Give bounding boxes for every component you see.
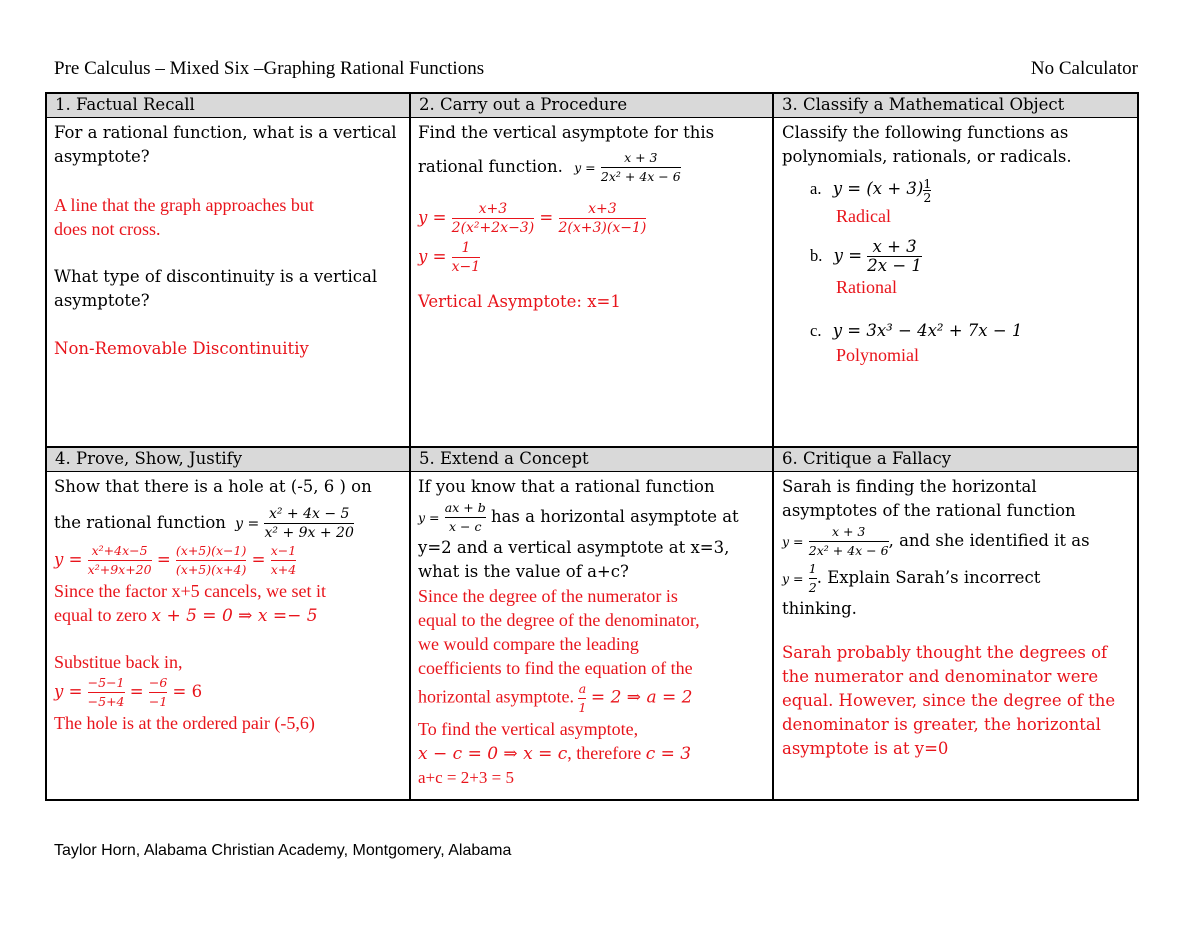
answer-1: Since the degree of the numerator is [418,586,678,606]
calculator-note: No Calculator [1030,58,1138,79]
answer-3: we would compare the leading [418,634,639,654]
answer-2: Non-Removable Discontinuitiy [54,339,309,358]
conclusion: The hole is at the ordered pair (-5,6) [54,713,315,733]
cell-6-body [782,475,1134,761]
question-4: what is the value of a+c? [418,562,629,581]
answer-4: coefficients to find the equation of the [418,658,693,678]
cell-5-heading: 5. Extend a Concept [411,448,772,472]
answer-7: x − c = 0 ⇒ x = c, therefore c = 3 [418,743,692,764]
substitution: y = $\frac{-5-1}{-5+4}$ = $\frac{-6}{-1}$ = 6 [54,675,203,709]
step-1: y = $\frac{\text{x²+4x−5}}{\text{x²+9x+20}}$ = $\frac{(x+5)(x-1)}{(x+5)(x+4)}$ = $\frac{x-1}{x+4}$ [54,543,297,577]
answer-5: horizontal asymptote. $\frac{a}{1}$ = 2 ⇒ a = 2 [418,681,693,715]
question-1b: asymptote? [54,147,150,166]
question: Find the vertical asymptote for this [418,123,715,142]
answer-b: Rational [836,277,897,297]
grid-right [1137,92,1139,801]
question-b: rational function. [418,157,563,176]
question: Classify the following functions as [782,123,1069,142]
question-1: For a rational function, what is a vertical [54,123,397,142]
cell-2-heading: 2. Carry out a Procedure [411,94,772,118]
reason-1: Since the factor x+5 cancels, we set it [54,581,327,601]
question: Show that there is a hole at (-5, 6 ) on [54,477,372,496]
cell-3-body [782,121,1134,367]
answer-1b: does not cross. [54,219,161,239]
step-2: y = $\frac{1}{x-1}$ [418,240,481,275]
question-b: the rational function [54,513,226,532]
grid-col1 [409,92,411,801]
question-3: y=2 and a vertical asymptote at x=3, [418,538,730,557]
answer-1: Sarah probably thought the degrees of [782,643,1108,662]
reason-3: Substitue back in, [54,652,183,672]
footer-credit: Taylor Horn, Alabama Christian Academy, Montgomery, Alabama [54,842,512,859]
cell-2-body: Find the vertical asymptote for this rational function. y = $\frac{x + 3}{\text{2x² + 4x − 6}}$ y = $\frac{x+3}{\text{2(x²+2x−3)}}$ = $\frac{x+3}{2(x+3)(x-1)}$ y = $\frac{1}{x-1}$ Vertical Asymptote: x=1 [418,121,768,314]
cell-1-heading: 1. Factual Recall [47,94,409,118]
answer-2: equal to the degree of the denominator, [418,610,700,630]
question-2b: asymptote? [54,291,150,310]
grid-col2 [772,92,774,801]
page-title: Pre Calculus – Mixed Six –Graphing Rational Functions [54,58,485,79]
reason-2: equal to zero x + 5 = 0 ⇒ x =− 5 [54,605,318,626]
answer-1: A line that the graph approaches but [54,195,314,215]
cell-6-heading: 6. Critique a Fallacy [774,448,1137,472]
given-function: $\frac{\text{x² + 4x − 5}}{\text{x² + 9x + 20}}$ [264,506,354,541]
cell-4-heading: 4. Prove, Show, Justify [47,448,409,472]
answer-2: the numerator and denominator were [782,667,1099,686]
grid-left [45,92,47,801]
question-guess: y = $\frac{1}{2}$ . Explain Sarah’s incorrect [782,561,1041,595]
question-2: asymptotes of the rational function [782,501,1076,520]
item-a: a. y = (x + 3) $^{\frac{1}{2}}$ [810,176,932,205]
grid-bottom [45,799,1139,801]
question-1: Sarah is finding the horizontal [782,477,1037,496]
question: If you know that a rational function [418,477,715,496]
item-b: b. y = $\frac{x + 3}{2x - 1}$ [810,237,922,275]
question-5: thinking. [782,599,857,618]
question-function: y = $\frac{ax + b}{x - c}$ has a horizontal asymptote at [418,500,739,534]
answer-a: Radical [836,206,891,226]
question-b: polynomials, rationals, or radicals. [782,147,1072,166]
given-function: $\frac{x + 3}{\text{2x² + 4x − 6}}$ [600,150,681,184]
item-c: c. y = 3x³ − 4x² + 7x − 1 [810,321,1023,340]
answer-c: Polynomial [836,345,920,365]
answer-8: a+c = 2+3 = 5 [418,768,514,787]
answer-6: To find the vertical asymptote, [418,719,639,739]
step-1: y = $\frac{x+3}{\text{2(x²+2x−3)}}$ = $\frac{x+3}{2(x+3)(x-1)}$ [418,201,647,236]
answer-5: asymptote is at y=0 [782,739,949,758]
question-2: What type of discontinuity is a vertical [54,267,378,286]
cell-5-body [418,475,770,790]
question-function: y = $\frac{x + 3}{\text{2x² + 4x − 6}}$ , and she identified it as [782,524,1090,558]
answer-3: equal. However, since the degree of the [782,691,1116,710]
answer-4: denominator is greater, the horizontal [782,715,1101,734]
cell-4-body: Show that there is a hole at (-5, 6 ) on the rational function y = $\frac{\text{x² + 4x − 5}}{\text{x² + 9x + 20}}$ y = $\frac{\text{x²+4x−5}}{\text{x²+9x+20}}$ = $\frac{(x+5)(x-1)}{(x+5)(x+4)}$ = $\frac{x-1}{x+4}$ Since the factor x+5 cancels, we set it equal to zero x + 5 = 0 ⇒ x =− 5 Substitue back in, y = $\frac{-5-1}{-5+4}$ = $\frac{-6}{-1}$ = 6 The hole is at the ordered pair (-5,6) [54,475,406,735]
answer: Vertical Asymptote: x=1 [418,292,621,311]
cell-1-body [54,121,406,361]
cell-3-heading: 3. Classify a Mathematical Object [774,94,1137,118]
